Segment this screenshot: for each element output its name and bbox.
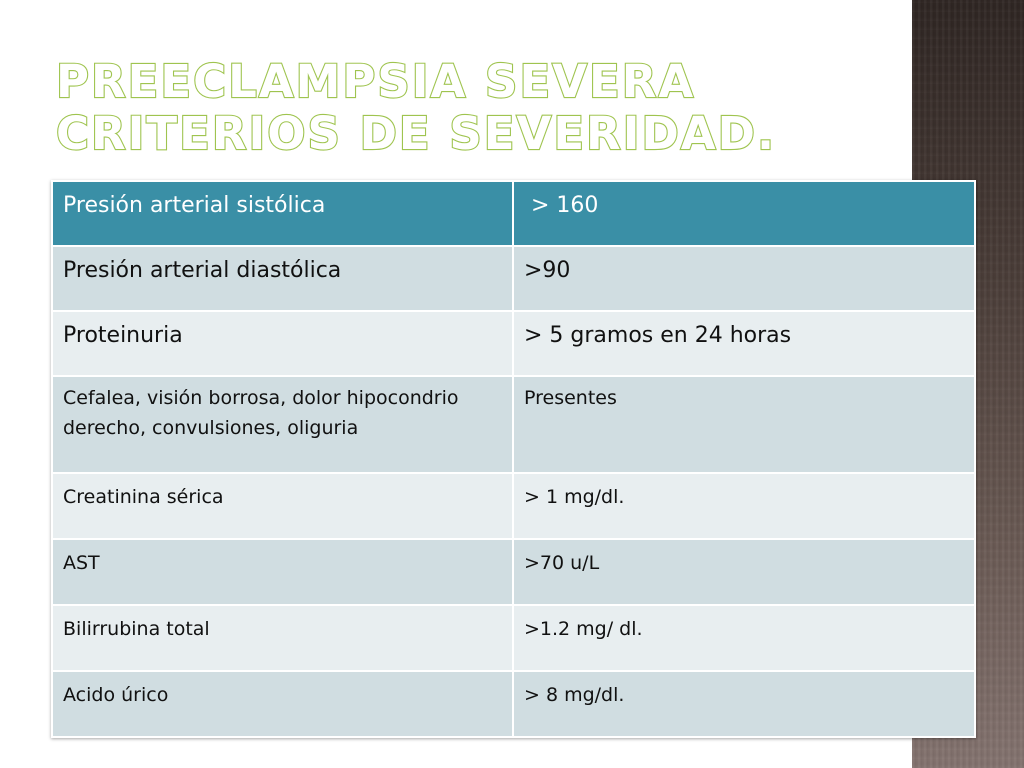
table-row	[52, 246, 975, 311]
value-cell: >90	[513, 246, 975, 311]
parameter-cell: Proteinuria	[52, 311, 513, 376]
table-row	[52, 605, 975, 671]
table-row	[52, 376, 975, 473]
slide-title	[56, 56, 776, 160]
slide-title-line-2: CRITERIOS DE SEVERIDAD.	[56, 107, 777, 160]
table-row	[52, 311, 975, 376]
parameter-cell: Acido úrico	[52, 671, 513, 737]
parameter-cell: Presión arterial diastólica	[52, 246, 513, 311]
header-cell-parameter: Presión arterial sistólica	[52, 181, 513, 246]
table-row	[52, 671, 975, 737]
value-cell: >1.2 mg/ dl.	[513, 605, 975, 671]
table-row	[52, 539, 975, 605]
value-cell: >70 u/L	[513, 539, 975, 605]
value-cell: > 8 mg/dl.	[513, 671, 975, 737]
value-cell: > 1 mg/dl.	[513, 473, 975, 539]
header-cell-value: > 160	[513, 181, 975, 246]
table-header-row	[52, 181, 975, 246]
value-cell: > 5 gramos en 24 horas	[513, 311, 975, 376]
parameter-cell: AST	[52, 539, 513, 605]
table-row	[52, 473, 975, 539]
parameter-cell: Bilirrubina total	[52, 605, 513, 671]
parameter-cell: Creatinina sérica	[52, 473, 513, 539]
slide-title-line-1: PREECLAMPSIA SEVERA	[56, 55, 696, 108]
value-cell: Presentes	[513, 376, 975, 473]
severity-criteria-table	[51, 180, 976, 738]
parameter-cell: Cefalea, visión borrosa, dolor hipocondrio derecho, convulsiones, oliguria	[52, 376, 513, 473]
